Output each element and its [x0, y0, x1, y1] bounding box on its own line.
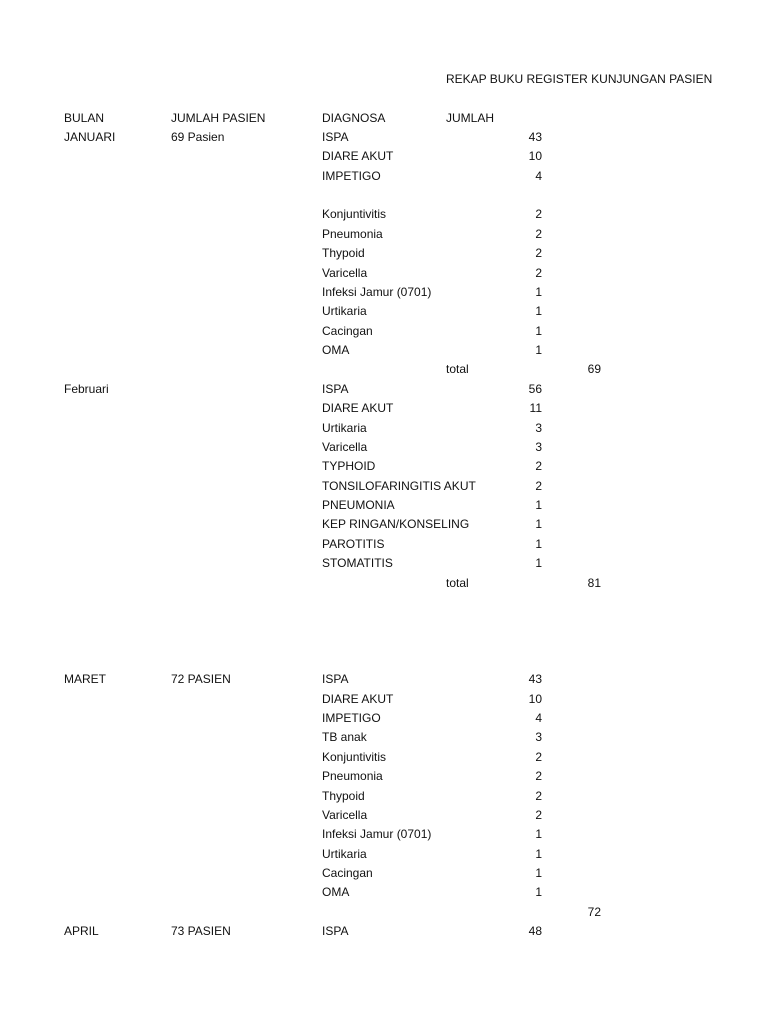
table-row — [0, 264, 768, 283]
table-row — [0, 825, 768, 844]
table-row — [0, 748, 768, 767]
table-row — [0, 419, 768, 438]
diagnosis-count: 1 — [535, 517, 542, 531]
diagnosis-count: 43 — [528, 130, 542, 144]
diagnosis-name: Cacingan — [322, 866, 373, 880]
diagnosis-count: 1 — [535, 343, 542, 357]
diagnosis-name: ISPA — [322, 672, 349, 686]
table-row — [0, 709, 768, 728]
patient-count: 69 Pasien — [171, 130, 225, 144]
diagnosis-name: Konjuntivitis — [322, 750, 387, 764]
table-row — [0, 225, 768, 244]
patient-count: 73 PASIEN — [171, 924, 231, 938]
table-row — [0, 438, 768, 457]
diagnosis-count: 1 — [535, 304, 542, 318]
table-row — [0, 244, 768, 263]
header-row — [0, 109, 768, 128]
table-row — [0, 864, 768, 883]
month-label: APRIL — [64, 924, 99, 938]
table-row — [0, 690, 768, 709]
table-row — [0, 535, 768, 554]
diagnosis-name: Cacingan — [322, 324, 373, 338]
total-label — [446, 903, 506, 922]
diagnosis-count: 4 — [535, 711, 542, 725]
diagnosis-name: STOMATITIS — [322, 556, 393, 570]
diagnosis-count: 1 — [535, 537, 542, 551]
total-label: total — [446, 362, 469, 376]
diagnosis-count: 2 — [535, 750, 542, 764]
table-row — [0, 302, 768, 321]
diagnosis-name: Varicella — [322, 440, 368, 454]
diagnosis-name: KEP RINGAN/KONSELING — [322, 517, 470, 531]
diagnosis-name: Infeksi Jamur (0701) — [322, 827, 432, 841]
header-jumlah-pasien: JUMLAH PASIEN — [171, 111, 266, 125]
diagnosis-name: Infeksi Jamur (0701) — [322, 285, 432, 299]
diagnosis-name: Varicella — [322, 808, 368, 822]
diagnosis-name: DIARE AKUT — [322, 401, 394, 415]
diagnosis-name: Urtikaria — [322, 304, 367, 318]
table-row — [0, 922, 768, 941]
table-row — [0, 670, 768, 689]
table-row — [0, 322, 768, 341]
total-row — [0, 360, 768, 379]
diagnosis-count: 1 — [535, 847, 542, 861]
diagnosis-count: 1 — [535, 556, 542, 570]
diagnosis-name: TYPHOID — [322, 459, 376, 473]
diagnosis-name: Varicella — [322, 266, 368, 280]
diagnosis-name: IMPETIGO — [322, 711, 381, 725]
diagnosis-count: 3 — [535, 730, 542, 744]
month-total: 69 — [587, 362, 601, 376]
diagnosis-count: 1 — [535, 324, 542, 338]
header-diagnosa: DIAGNOSA — [322, 111, 386, 125]
diagnosis-count: 2 — [535, 769, 542, 783]
diagnosis-name: TB anak — [322, 730, 367, 744]
table-row — [0, 806, 768, 825]
diagnosis-count: 1 — [535, 498, 542, 512]
diagnosis-name: Urtikaria — [322, 847, 367, 861]
diagnosis-name: TONSILOFARINGITIS AKUT — [322, 479, 476, 493]
diagnosis-count: 48 — [528, 924, 542, 938]
diagnosis-name: DIARE AKUT — [322, 149, 394, 163]
diagnosis-count: 1 — [535, 827, 542, 841]
month-label: Februari — [64, 382, 109, 396]
diagnosis-count: 2 — [535, 266, 542, 280]
diagnosis-count: 4 — [535, 169, 542, 183]
diagnosis-count: 10 — [528, 149, 542, 163]
diagnosis-name: Thypoid — [322, 789, 365, 803]
diagnosis-name: Urtikaria — [322, 421, 367, 435]
diagnosis-name: OMA — [322, 885, 350, 899]
table-row — [0, 147, 768, 166]
diagnosis-name: ISPA — [322, 130, 349, 144]
table-row — [0, 477, 768, 496]
diagnosis-count: 2 — [535, 789, 542, 803]
diagnosis-name: IMPETIGO — [322, 169, 381, 183]
table-row — [0, 128, 768, 147]
diagnosis-name: ISPA — [322, 382, 349, 396]
total-row — [0, 574, 768, 593]
table-row — [0, 787, 768, 806]
diagnosis-count: 2 — [535, 808, 542, 822]
diagnosis-name: Pneumonia — [322, 769, 383, 783]
table-row — [0, 515, 768, 534]
diagnosis-count — [470, 186, 542, 205]
table-row — [0, 283, 768, 302]
month-total: 72 — [587, 905, 601, 919]
table-row — [0, 186, 768, 205]
table-row — [0, 883, 768, 902]
diagnosis-count: 1 — [535, 285, 542, 299]
diagnosis-count: 2 — [535, 246, 542, 260]
diagnosis-count: 43 — [528, 672, 542, 686]
diagnosis-count: 1 — [535, 885, 542, 899]
page-title: REKAP BUKU REGISTER KUNJUNGAN PASIEN — [446, 72, 713, 86]
patient-count: 72 PASIEN — [171, 672, 231, 686]
diagnosis-name: PAROTITIS — [322, 537, 385, 551]
header-jumlah: JUMLAH — [446, 111, 495, 125]
total-label: total — [446, 576, 469, 590]
month-label: MARET — [64, 672, 106, 686]
total-row — [0, 903, 768, 922]
diagnosis-count: 3 — [535, 421, 542, 435]
table-row — [0, 380, 768, 399]
diagnosis-name: Konjuntivitis — [322, 207, 387, 221]
diagnosis-name: OMA — [322, 343, 350, 357]
diagnosis-name: Thypoid — [322, 246, 365, 260]
table-row — [0, 167, 768, 186]
table-row — [0, 496, 768, 515]
table-row — [0, 205, 768, 224]
diagnosis-count: 2 — [535, 207, 542, 221]
diagnosis-name: Pneumonia — [322, 227, 383, 241]
diagnosis-count: 11 — [529, 401, 542, 415]
diagnosis-name: DIARE AKUT — [322, 692, 394, 706]
month-total: 81 — [587, 576, 601, 590]
table-row — [0, 728, 768, 747]
diagnosis-count: 2 — [535, 459, 542, 473]
diagnosis-count: 1 — [535, 866, 542, 880]
table-row — [0, 341, 768, 360]
patient-count — [171, 380, 319, 399]
header-bulan: BULAN — [64, 111, 105, 125]
diagnosis-name — [322, 186, 444, 205]
table-row — [0, 767, 768, 786]
table-row — [0, 457, 768, 476]
diagnosis-count: 56 — [528, 382, 542, 396]
diagnosis-name: ISPA — [322, 924, 349, 938]
table-row — [0, 399, 768, 418]
diagnosis-name: PNEUMONIA — [322, 498, 395, 512]
table-row — [0, 845, 768, 864]
diagnosis-count: 2 — [535, 479, 542, 493]
diagnosis-count: 2 — [535, 227, 542, 241]
diagnosis-count: 10 — [528, 692, 542, 706]
diagnosis-count: 3 — [535, 440, 542, 454]
table-row — [0, 554, 768, 573]
month-label: JANUARI — [64, 130, 116, 144]
